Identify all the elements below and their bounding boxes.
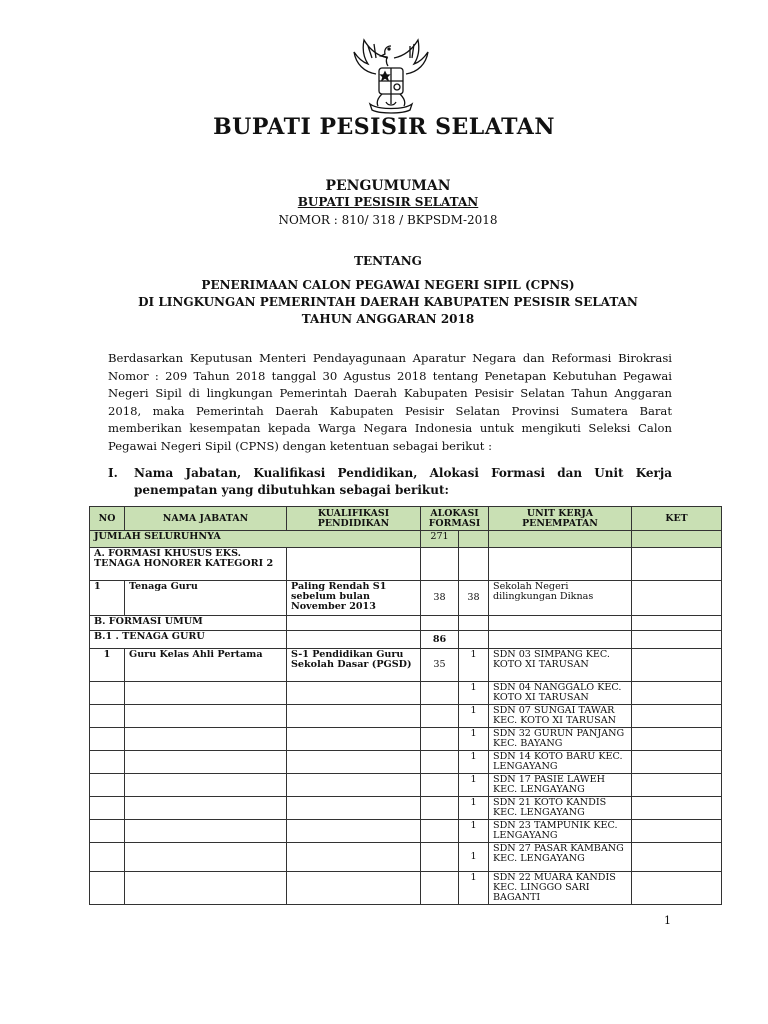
header-no: NO (90, 507, 125, 531)
row-no: 1 (90, 649, 125, 682)
unit-qty: 1 (459, 705, 489, 728)
section-a-label: A. FORMASI KHUSUS EKS. TENAGA HONORER KATEGORI 2 (90, 548, 287, 581)
section-text: Nama Jabatan, Kualifikasi Pendidikan, Alokasi Formasi dan Unit Kerja penempatan yang dibutuhkan sebagai berikut: (134, 466, 672, 497)
about-label: TENTANG (354, 254, 422, 268)
header-alokasi: ALOKASI FORMASI (421, 507, 489, 531)
formation-table (89, 506, 722, 905)
row-jabatan: Tenaga Guru (125, 581, 287, 616)
unit-qty: 1 (459, 797, 489, 820)
row-kualifikasi: S-1 Pendidikan Guru Sekolah Dasar (PGSD) (287, 649, 421, 682)
header-ket: KET (632, 507, 722, 531)
unit-row (90, 728, 722, 751)
section-b-label: B. FORMASI UMUM (90, 616, 287, 631)
unit-name: SDN 21 KOTO KANDIS KEC. LENGAYANG (489, 797, 632, 820)
unit-qty: 1 (459, 774, 489, 797)
row-kualifikasi: Paling Rendah S1 sebelum bulan November 2013 (287, 581, 421, 616)
unit-row (90, 751, 722, 774)
row-unit: Sekolah Negeri dilingkungan Diknas (489, 581, 632, 616)
unit-name: SDN 27 PASAR KAMBANG KEC. LENGAYANG (489, 843, 632, 872)
unit-row (90, 843, 722, 872)
table-row (90, 581, 722, 616)
unit-name: SDN 03 SIMPANG KEC. KOTO XI TARUSAN (489, 649, 632, 682)
unit-qty: 1 (459, 649, 489, 682)
header-unit: UNIT KERJA PENEMPATAN (489, 507, 632, 531)
section-a-row (90, 548, 722, 581)
unit-name: SDN 22 MUARA KANDIS KEC. LINGGO SARI BAGANTI (489, 872, 632, 905)
unit-name: SDN 07 SUNGAI TAWAR KEC. KOTO XI TARUSAN (489, 705, 632, 728)
unit-qty: 1 (459, 751, 489, 774)
unit-name: SDN 17 PASIE LAWEH KEC. LENGAYANG (489, 774, 632, 797)
unit-row (90, 820, 722, 843)
announcement-title: PENGUMUMAN (325, 178, 451, 194)
unit-row (90, 682, 722, 705)
unit-name: SDN 14 KOTO BARU KEC. LENGAYANG (489, 751, 632, 774)
row-alokasi: 35 (421, 649, 459, 682)
total-row (90, 531, 722, 548)
unit-name: SDN 32 GURUN PANJANG KEC. BAYANG (489, 728, 632, 751)
section-number: I. (108, 466, 118, 480)
unit-name: SDN 23 TAMPUNIK KEC. LENGAYANG (489, 820, 632, 843)
unit-row (90, 774, 722, 797)
announcement-subject (0, 277, 768, 328)
total-label: JUMLAH SELURUHNYA (90, 531, 421, 548)
unit-qty: 1 (459, 728, 489, 751)
unit-row (90, 872, 722, 905)
subject-line: TAHUN ANGGARAN 2018 (301, 312, 475, 326)
total-value: 271 (421, 531, 459, 548)
header-jabatan: NAMA JABATAN (125, 507, 287, 531)
letterhead-title: BUPATI PESISIR SELATAN (213, 114, 555, 140)
section-b1-value: 86 (421, 631, 459, 649)
subject-line: PENERIMAAN CALON PEGAWAI NEGERI SIPIL (CPNS) (201, 278, 575, 292)
header-kualifikasi: KUALIFIKASI PENDIDIKAN (287, 507, 421, 531)
page-number: 1 (664, 914, 671, 927)
row-alokasi: 38 (421, 581, 459, 616)
announcement-issuer: BUPATI PESISIR SELATAN (297, 195, 479, 209)
table-header-row (90, 507, 722, 531)
unit-qty: 1 (459, 682, 489, 705)
row-jabatan: Guru Kelas Ahli Pertama (125, 649, 287, 682)
unit-qty: 1 (459, 820, 489, 843)
garuda-emblem-icon (348, 36, 434, 114)
subject-line: DI LINGKUNGAN PEMERINTAH DAERAH KABUPATEN PESISIR SELATAN (138, 295, 638, 309)
section-b-row (90, 616, 722, 631)
section-b1-row (90, 631, 722, 649)
row-alokasi-unit: 38 (459, 581, 489, 616)
unit-name: SDN 04 NANGGALO KEC. KOTO XI TARUSAN (489, 682, 632, 705)
table-row (90, 649, 722, 682)
row-no: 1 (90, 581, 125, 616)
section-b1-label: B.1 . TENAGA GURU (90, 631, 287, 649)
unit-qty: 1 (459, 843, 489, 872)
announcement-number: NOMOR : 810/ 318 / BKPSDM-2018 (278, 213, 498, 227)
intro-paragraph: Berdasarkan Keputusan Menteri Pendayagunaan Aparatur Negara dan Reformasi Birokrasi Nomor : 209 Tahun 2018 tanggal 30 Agustus 2018 tentang Penetapan Kebutuhan Pegawai Negeri Sipil di lingkungan Pemerintah Daerah Kabupaten Pesisir Selatan Tahun Anggaran 2018, maka Pemerintah Daerah Kabupaten Pesisir Selatan Provinsi Sumatera Barat memberikan kesempatan kepada Warga Negara Indonesia untuk mengikuti Seleksi Calon Pegawai Negeri Sipil (CPNS) dengan ketentuan sebagai berikut : (108, 351, 672, 453)
unit-row (90, 797, 722, 820)
unit-row (90, 705, 722, 728)
unit-qty: 1 (459, 872, 489, 905)
